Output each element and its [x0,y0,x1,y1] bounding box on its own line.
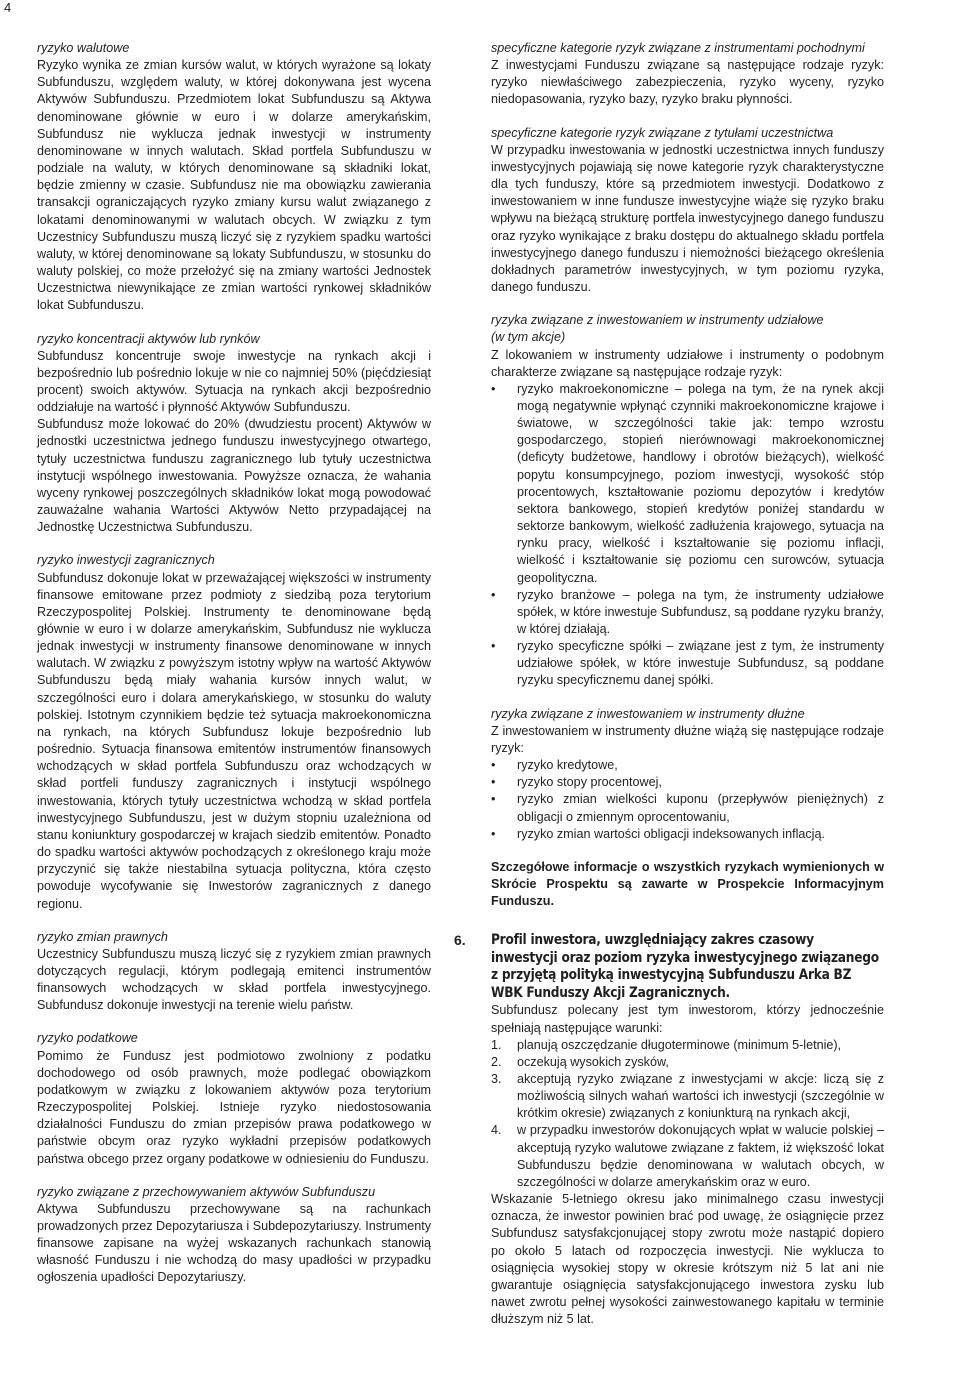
item-text: planują oszczędzanie długoterminowe (minimum 5-letnie), [517,1037,842,1052]
section-paragraph: Subfundusz koncentruje swoje inwestycje na rynkach akcji i bezpośrednio lub pośrednio lokuje w nie co najmniej 50% (pięćdziesiąt procent) swoich aktywów. Sytuacja na rynkach akcji bezpośrednio oddziałuje na wartość i płynność Aktywów Subfunduszu. [37,348,431,415]
section-heading: ryzyko związane z przechowywaniem aktywów Subfunduszu [37,1184,376,1199]
section-paragraph: Wskazanie 5-letniego okresu jako minimalnego czasu inwestycji oznacza, że inwestor powinien brać pod uwagę, że osiągnięcie przez Subfundusz satysfakcjonującej stopy zwrotu może nastąpić dopiero po około 5 latach od rozpoczęcia inwestycji. Nie wyklucza to osiągnięcia wysokiej stopy w okresie krótszym niż 5 lat ani nie gwarantuje osiągnięcia satysfakcjonującego inwestora zysku lub nawet zwrotu pełnej wysokości zainwestowanego kapitału w terminie dłuższym niż 5 lat. [491,1192,884,1327]
section-number: 6. [454,932,466,949]
section-paragraph: Aktywa Subfunduszu przechowywane są na rachunkach prowadzonych przez Depozytariusza i Subdepozytariuszy. Instrumenty finansowe zapisane na wyżej wskazanych rachunkach stanowią własność Funduszu i nie wchodzą do masy upadłości w przypadku ogłoszenia upadłości Depozytariuszy. [37,1201,431,1285]
item-text: w przypadku inwestorów dokonujących wpłat w walucie polskiej – akceptują ryzyko walutowe związane z faktem, iż większość lokat Subfunduszu będzie denominowana w walutach obcych, w szczególności w dolarze amerykańskim oraz w euro. [517,1123,884,1189]
section-heading: ryzyko inwestycji zagranicznych [37,553,215,568]
section-heading: ryzyko walutowe [37,41,130,55]
section-paragraph: Uczestnicy Subfunduszu muszą liczyć się z ryzykiem zmian prawnych dotyczących regulacji, którym podlegają emitenci instrumentów finansowych wchodzących w skład portfela inwestycyjnego. Subfundusz dokonuje inwestycji na terenie wielu państw. [37,946,431,1013]
numbered-list [491,1037,884,1191]
list-item: • ryzyko zmian wielkości kuponu (przepływów pieniężnych) z obligacji o zmiennym oprocentowaniu, [491,791,884,825]
section-debt-risks [491,706,884,843]
section-heading-continued: (w tym akcje) [491,330,566,345]
section-heading: ryzyko koncentracji aktywów lub rynków [37,331,260,346]
item-number: 4. [491,1123,502,1138]
section-investor-profile [454,932,884,1328]
bullet-list [491,757,884,843]
bullet-list [491,381,884,690]
page-number: 4 [4,0,12,15]
list-item: • ryzyko kredytowe, [491,757,884,774]
list-item: • ryzyko branżowe – polega na tym, że instrumenty udziałowe spółek, w które inwestuje Subfundusz, są poddane ryzyku branży, w której działają. [491,587,884,638]
section-concentration-risk [37,331,431,537]
section-paragraph: Subfundusz może lokować do 20% (dwudziestu procent) Aktywów w jednostki uczestnictwa jednego funduszu inwestycyjnego otwartego, tytuły uczestnictwa funduszu zagranicznego lub tytuły uczestnictwa instytucji wspólnego inwestowania. Powyższe oznacza, że wahania wyceny rynkowej poszczególnych składników lokat mogą powodować zauważalne wahania Wartości Aktywów Netto przypadającej na Jednostkę Uczestnictwa Subfunduszu. [37,417,431,535]
section-tax-risk [37,1030,431,1167]
list-item [491,1071,884,1122]
list-item [491,1037,884,1054]
item-text: akceptują ryzyko związane z inwestycjami w akcje: liczą się z możliwością silnych wahań wartości ich inwestycji (szczególnie w krótkim okresie) związanych z koniunkturą na rynkach akcji, [517,1071,884,1121]
section-paragraph: Z inwestycjami Funduszu związane są następujące rodzaje ryzyk: ryzyko niewłaściwego zabezpieczenia, ryzyko wyceny, ryzyko niedopasowania, ryzyko bazy, ryzyko braku płynności. [491,58,884,107]
left-column [37,40,431,1303]
section-paragraph: Subfundusz dokonuje lokat w przeważającej większości w instrumenty finansowe emitowane przez podmioty z siedzibą poza terytorium Rzeczypospolitej Polskiej. Instrumenty te denominowane będą głównie w euro i w dolarze amerykańskim, Subfundusz nie wyklucza jednak inwestycji w instrumenty finansowe denominowane w innych walutach. W związku z powyższym istotny wpływ na wartość Aktywów Subfunduszu będą miały wahania kursów innych walut, w szczególności euro i dolara amerykańskiego, w stosunku do waluty polskiej. Istotnym czynnikiem będzie też sytuacja makroekonomiczna na rynkach, na których Subfundusz lokuje bezpośrednio lub pośrednio. Sytuacja finansowa emitentów instrumentów finansowych wchodzących w skład portfela Subfunduszu oraz wchodzących w skład portfeli funduszy zagranicznych i instytucji wspólnego inwestowania, których tytuły uczestnictwa wchodzą w skład portfela inwestycyjnego Subfunduszu, jest w dużym stopniu uzależniona od stanu koniunktury gospodarczej w krajach siedzib emitentów. Ponadto do spadku wartości aktywów pochodzących z określonego kraju może przyczynić się także niestabilna sytuacja polityczna, która często powoduje wycofywanie się Inwestorów zagranicznych z danego regionu. [37,570,431,911]
section-heading: ryzyko zmian prawnych [37,929,168,944]
section-currency-risk [37,40,431,315]
section-heading: ryzyka związane z inwestowaniem w instrumenty dłużne [491,706,805,721]
section-legal-risk [37,929,431,1015]
section-title: Profil inwestora, uwzględniający zakres czasowy inwestycji oraz poziom ryzyka inwestycyjnego związanego z przyjętą polityką inwestycyjną Subfunduszu Arka BZ WBK Funduszy Akcji Zagranicznych. [491,932,879,1001]
section-heading: specyficzne kategorie ryzyk związane z instrumentami pochodnymi [491,41,865,55]
section-paragraph: W przypadku inwestowania w jednostki uczestnictwa innych funduszy inwestycyjnych pojawiają się nowe kategorie ryzyk charakterystyczne dla tych funduszy, które są przedmiotem inwestycji. Dodatkowo z inwestowaniem w inne fundusze inwestycyjne wiąże się ryzyko braku wpływu na bieżącą strukturę portfela inwestycyjnego danego funduszu oraz ryzyko wynikające z braku dostępu do aktualnego składu portfela inwestycyjnego danego funduszu i niemożności bieżącego określenia dokładnych parametrów inwestycyjnych, w tym poziomu ryzyka, danego funduszu. [491,142,884,295]
list-item: • ryzyko makroekonomiczne – polega na tym, że na rynek akcji mogą negatywnie wpłynąć czynniki makroekonomiczne krajowe i światowe, w szczególności takie jak: tempo wzrostu gospodarczego, stopień nierównowagi makroekonomicznej (deficyty budżetowe, handlowy i obrotów bieżących), wielkość popytu konsumpcyjnego, poziom inwestycji, wysokość stóp procentowych, kształtowanie poziomu depozytów i kredytów sektora bankowego, stopień kredytów poniżej standardu w sektorze bankowym, wielkość zadłużenia krajowego, sytuacja na rynku pracy, wielkość i kształtowanie się poziomu inflacji, wielkość i kształtowanie się poziomu cen surowców, sytuacja geopolityczna. [491,381,884,587]
section-heading: specyficzne kategorie ryzyk związane z tytułami uczestnictwa [491,125,834,140]
item-number: 1. [491,1037,502,1052]
section-paragraph: Ryzyko wynika ze zmian kursów walut, w których wyrażone są lokaty Subfunduszu, względem waluty, w której dokonywana jest wycena Aktywów Subfunduszu. Przedmiotem lokat Subfunduszu są Aktywa denominowane głównie w euro i w dolarze amerykańskim, Subfundusz nie wyklucza jednak inwestycji w instrumenty denominowane w innych walutach. Skład portfela Subfunduszu w podziale na waluty, w których denominowane są składniki lokat, będzie zmienny w czasie. Subfundusz nie ma obowiązku zawierania transakcji ograniczających ryzyko zmiany kursu walut związanego z lokatami denominowanymi w walutach obcych. W związku z tym Uczestnicy Subfunduszu muszą liczyć się z ryzykiem spadku wartości waluty, w której denominowane są lokaty Subfunduszu, w stosunku do waluty polskiej, co może przełożyć się na zmiany wartości Jednostek Uczestnictwa niewynikające ze zmian wartości rynkowej składników lokat Subfunduszu. [37,58,431,313]
section-foreign-investment-risk [37,552,431,912]
list-item: • ryzyko zmian wartości obligacji indeksowanych inflacją. [491,826,884,843]
right-column [454,40,884,1328]
item-text: oczekują wysokich zysków, [517,1054,669,1069]
section-derivatives-risk [491,40,884,109]
section-intro: Z inwestowaniem w instrumenty dłużne wiążą się następujące rodzaje ryzyk: [491,723,884,755]
item-number: 3. [491,1071,502,1086]
list-item [491,1054,884,1071]
risk-note: Szczegółowe informacje o wszystkich ryzykach wymienionych w Skrócie Prospektu są zawarte w Prospekcie Informacyjnym Funduszu. [491,859,884,909]
section-equity-risks [491,312,884,689]
section-heading: ryzyka związane z inwestowaniem w instrumenty udziałowe [491,313,824,328]
section-intro: Z lokowaniem w instrumenty udziałowe i instrumenty o podobnym charakterze związane są następujące rodzaje ryzyk: [491,347,884,379]
section-custody-risk [37,1184,431,1287]
list-item: • ryzyko stopy procentowej, [491,774,884,791]
item-number: 2. [491,1054,502,1069]
section-intro: Subfundusz polecany jest tym inwestorom, którzy jednocześnie spełniają następujące warunki: [491,1003,884,1035]
section-participation-titles-risk [491,125,884,297]
section-heading: ryzyko podatkowe [37,1031,138,1046]
section-paragraph: Pomimo że Fundusz jest podmiotowo zwolniony z podatku dochodowego od osób prawnych, może podlegać obowiązkom podatkowym w związku z lokowaniem aktywów poza terytorium Rzeczypospolitej Polskiej. Istnieje ryzyko niedostosowania działalności Funduszu do zmian przepisów prawa podatkowego w państwie obcym oraz ryzyko wykładni przepisów podatkowych państwa obcego przez organy podatkowe w odniesieniu do Funduszu. [37,1048,431,1166]
list-item: • ryzyko specyficzne spółki – związane jest z tym, że instrumenty udziałowe spółek, w które inwestuje Subfundusz, są poddane ryzyku specyficznemu danej spółki. [491,638,884,689]
list-item [491,1122,884,1191]
